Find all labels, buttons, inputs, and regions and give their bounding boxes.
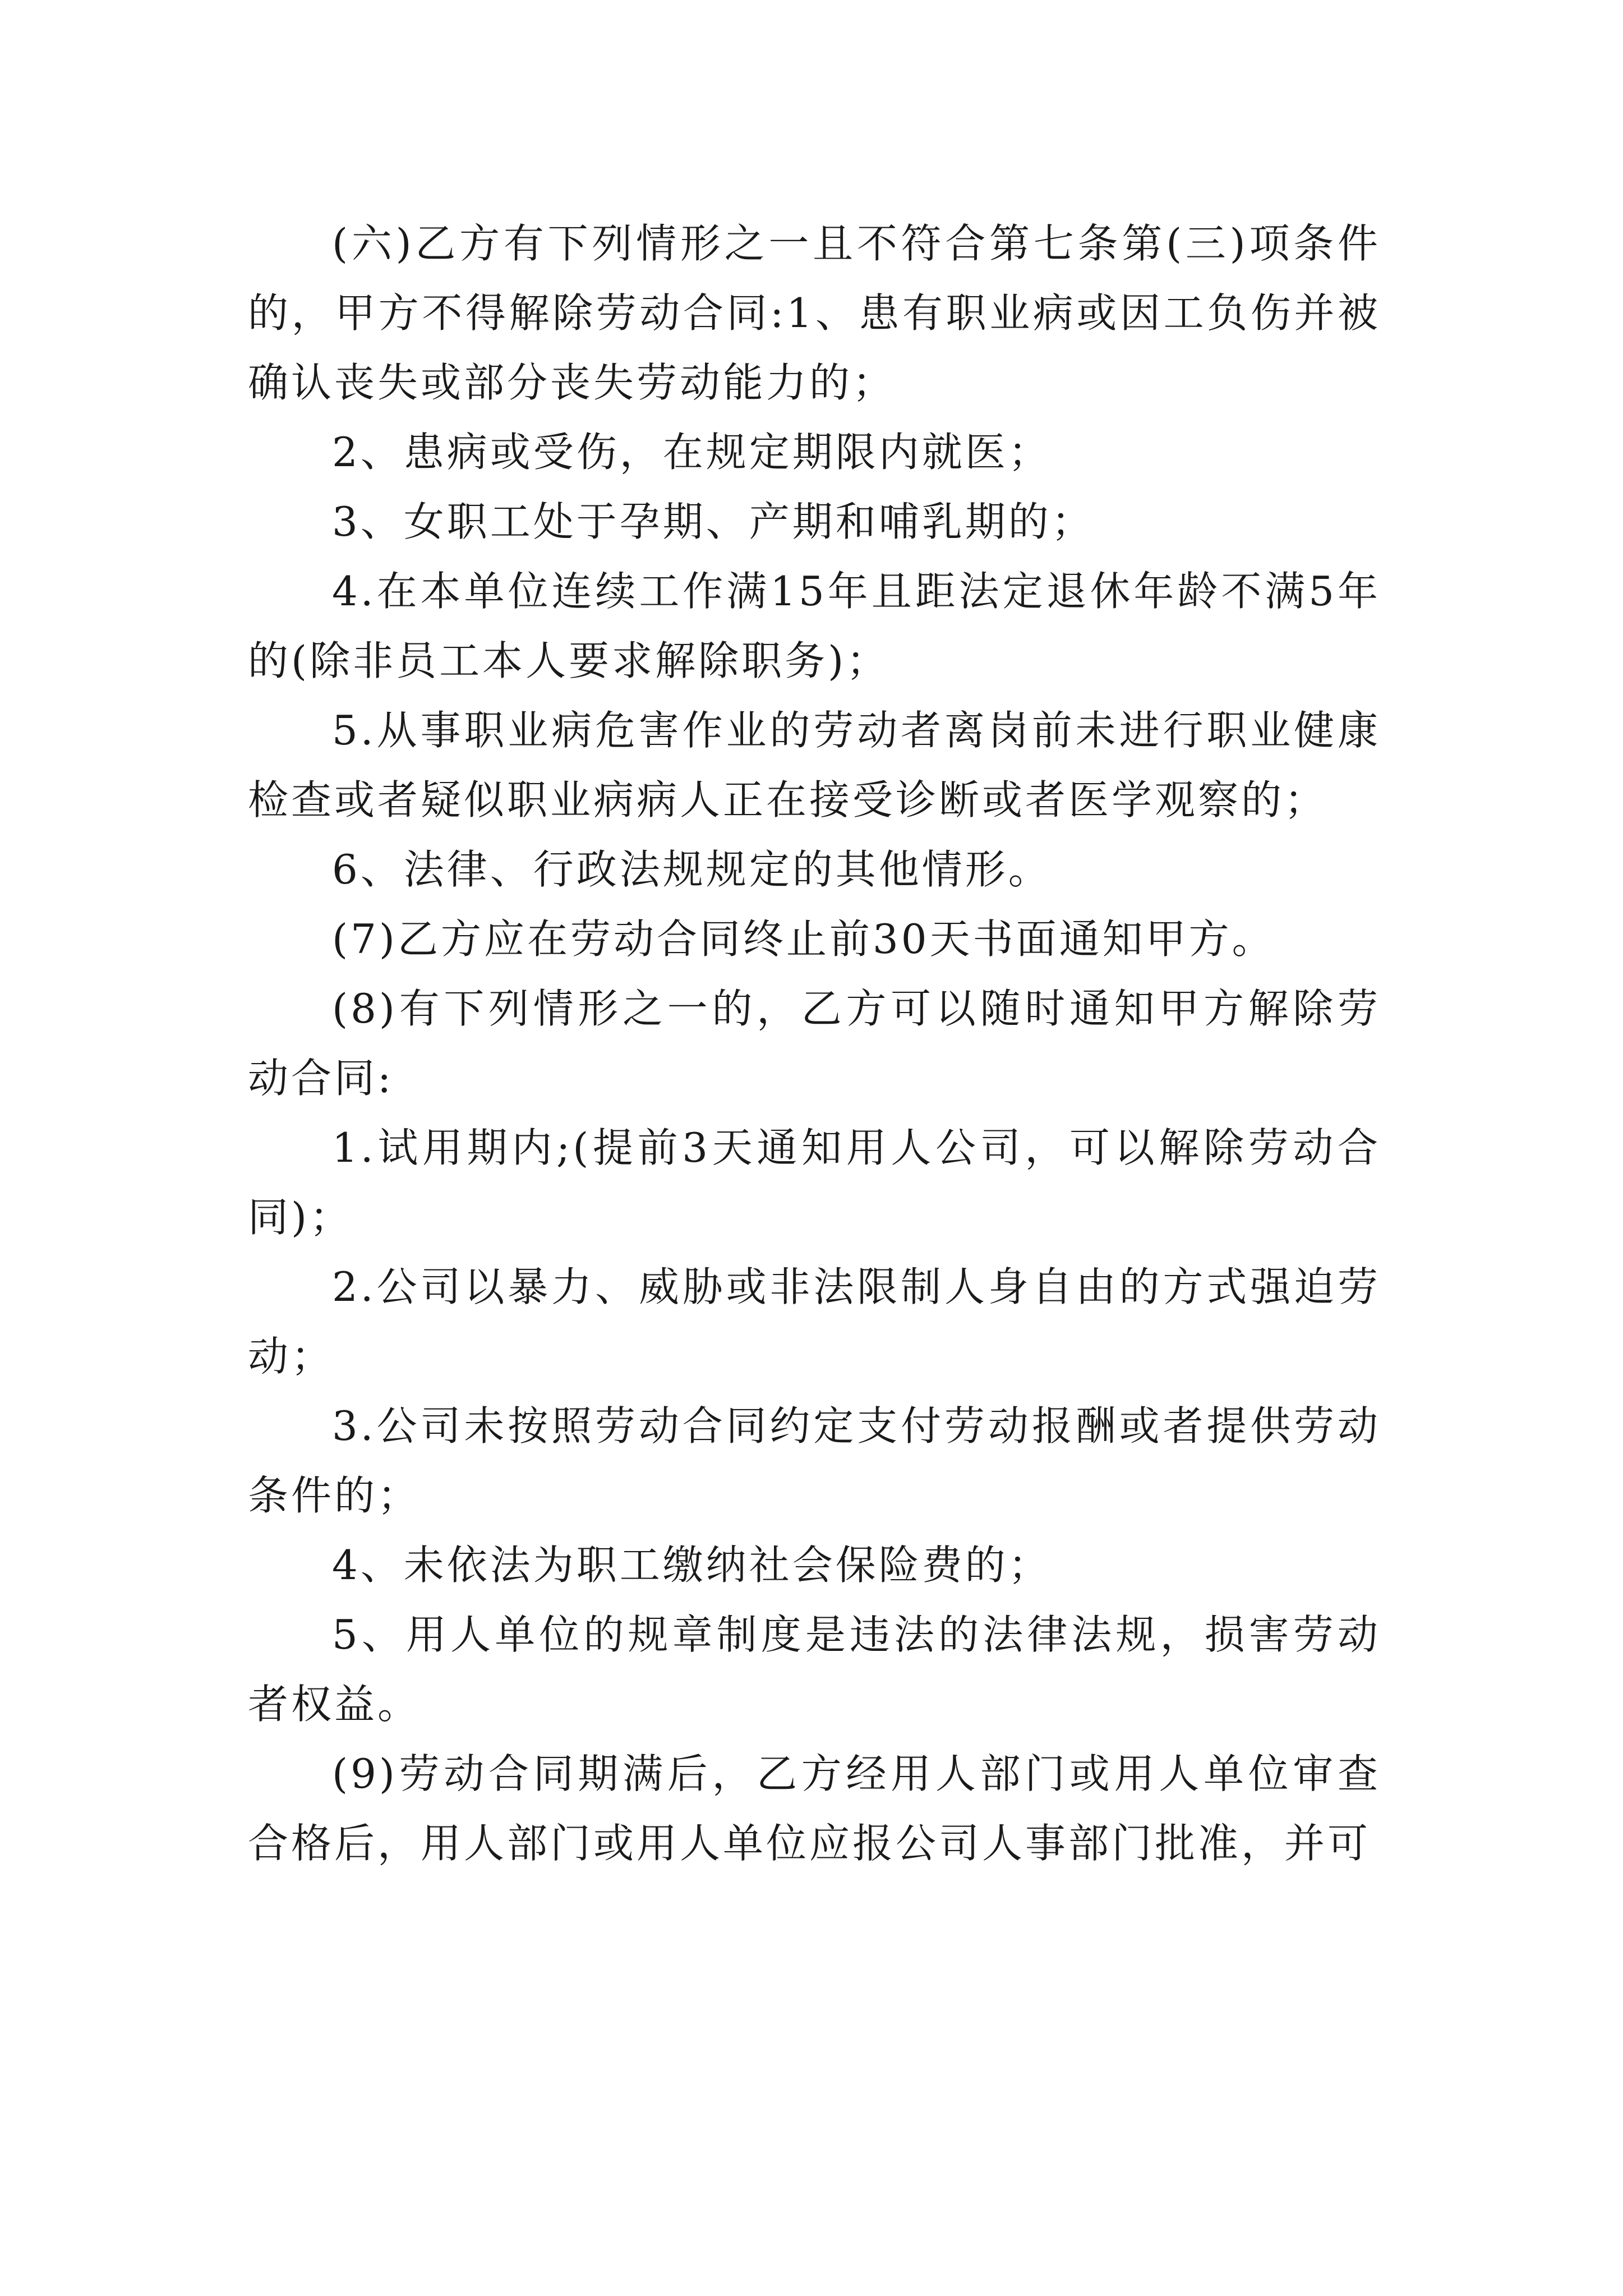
paragraph-item-5: 5.从事职业病危害作业的劳动者离岗前未进行职业健康检查或者疑似职业病病人正在接受诊断或者医学观察的；: [248, 707, 1381, 823]
paragraph-8-item-3: 3.公司未按照劳动合同约定支付劳动报酬或者提供劳动条件的；: [248, 1402, 1381, 1519]
paragraph-7-notice: (7)乙方应在劳动合同终止前30天书面通知甲方。: [332, 915, 1275, 963]
paragraph-9-expiry: (9)劳动合同期满后，乙方经用人部门或用人单位审查合格后，用人部门或用人单位应报公司人事部门批准，并可: [248, 1750, 1381, 1867]
document-body: [248, 209, 1381, 1878]
paragraph-8-conditions: (8)有下列情形之一的，乙方可以随时通知甲方解除劳动合同:: [248, 985, 1381, 1102]
paragraph-8-item-5: 5、用人单位的规章制度是违法的法律法规，损害劳动者权益。: [248, 1611, 1381, 1728]
paragraph-6-conditions: (六)乙方有下列情形之一且不符合第七条第(三)项条件的，甲方不得解除劳动合同:1、患有职业病或因工负伤并被确认丧失或部分丧失劳动能力的；: [248, 220, 1381, 406]
paragraph-8-item-2: 2.公司以暴力、威胁或非法限制人身自由的方式强迫劳动；: [248, 1263, 1381, 1380]
paragraph-item-2: 2、患病或受伤，在规定期限内就医；: [332, 429, 1052, 476]
paragraph-item-4: 4.在本单位连续工作满15年且距法定退休年龄不满5年的(除非员工本人要求解除职务)；: [248, 568, 1381, 684]
paragraph-8-item-1: 1.试用期内;(提前3天通知用人公司，可以解除劳动合同)；: [248, 1124, 1381, 1241]
paragraph-item-3: 3、女职工处于孕期、产期和哺乳期的；: [332, 498, 1095, 545]
paragraph-item-6: 6、法律、行政法规规定的其他情形。: [332, 846, 1052, 893]
paragraph-8-item-4: 4、未依法为职工缴纳社会保险费的；: [332, 1542, 1052, 1589]
